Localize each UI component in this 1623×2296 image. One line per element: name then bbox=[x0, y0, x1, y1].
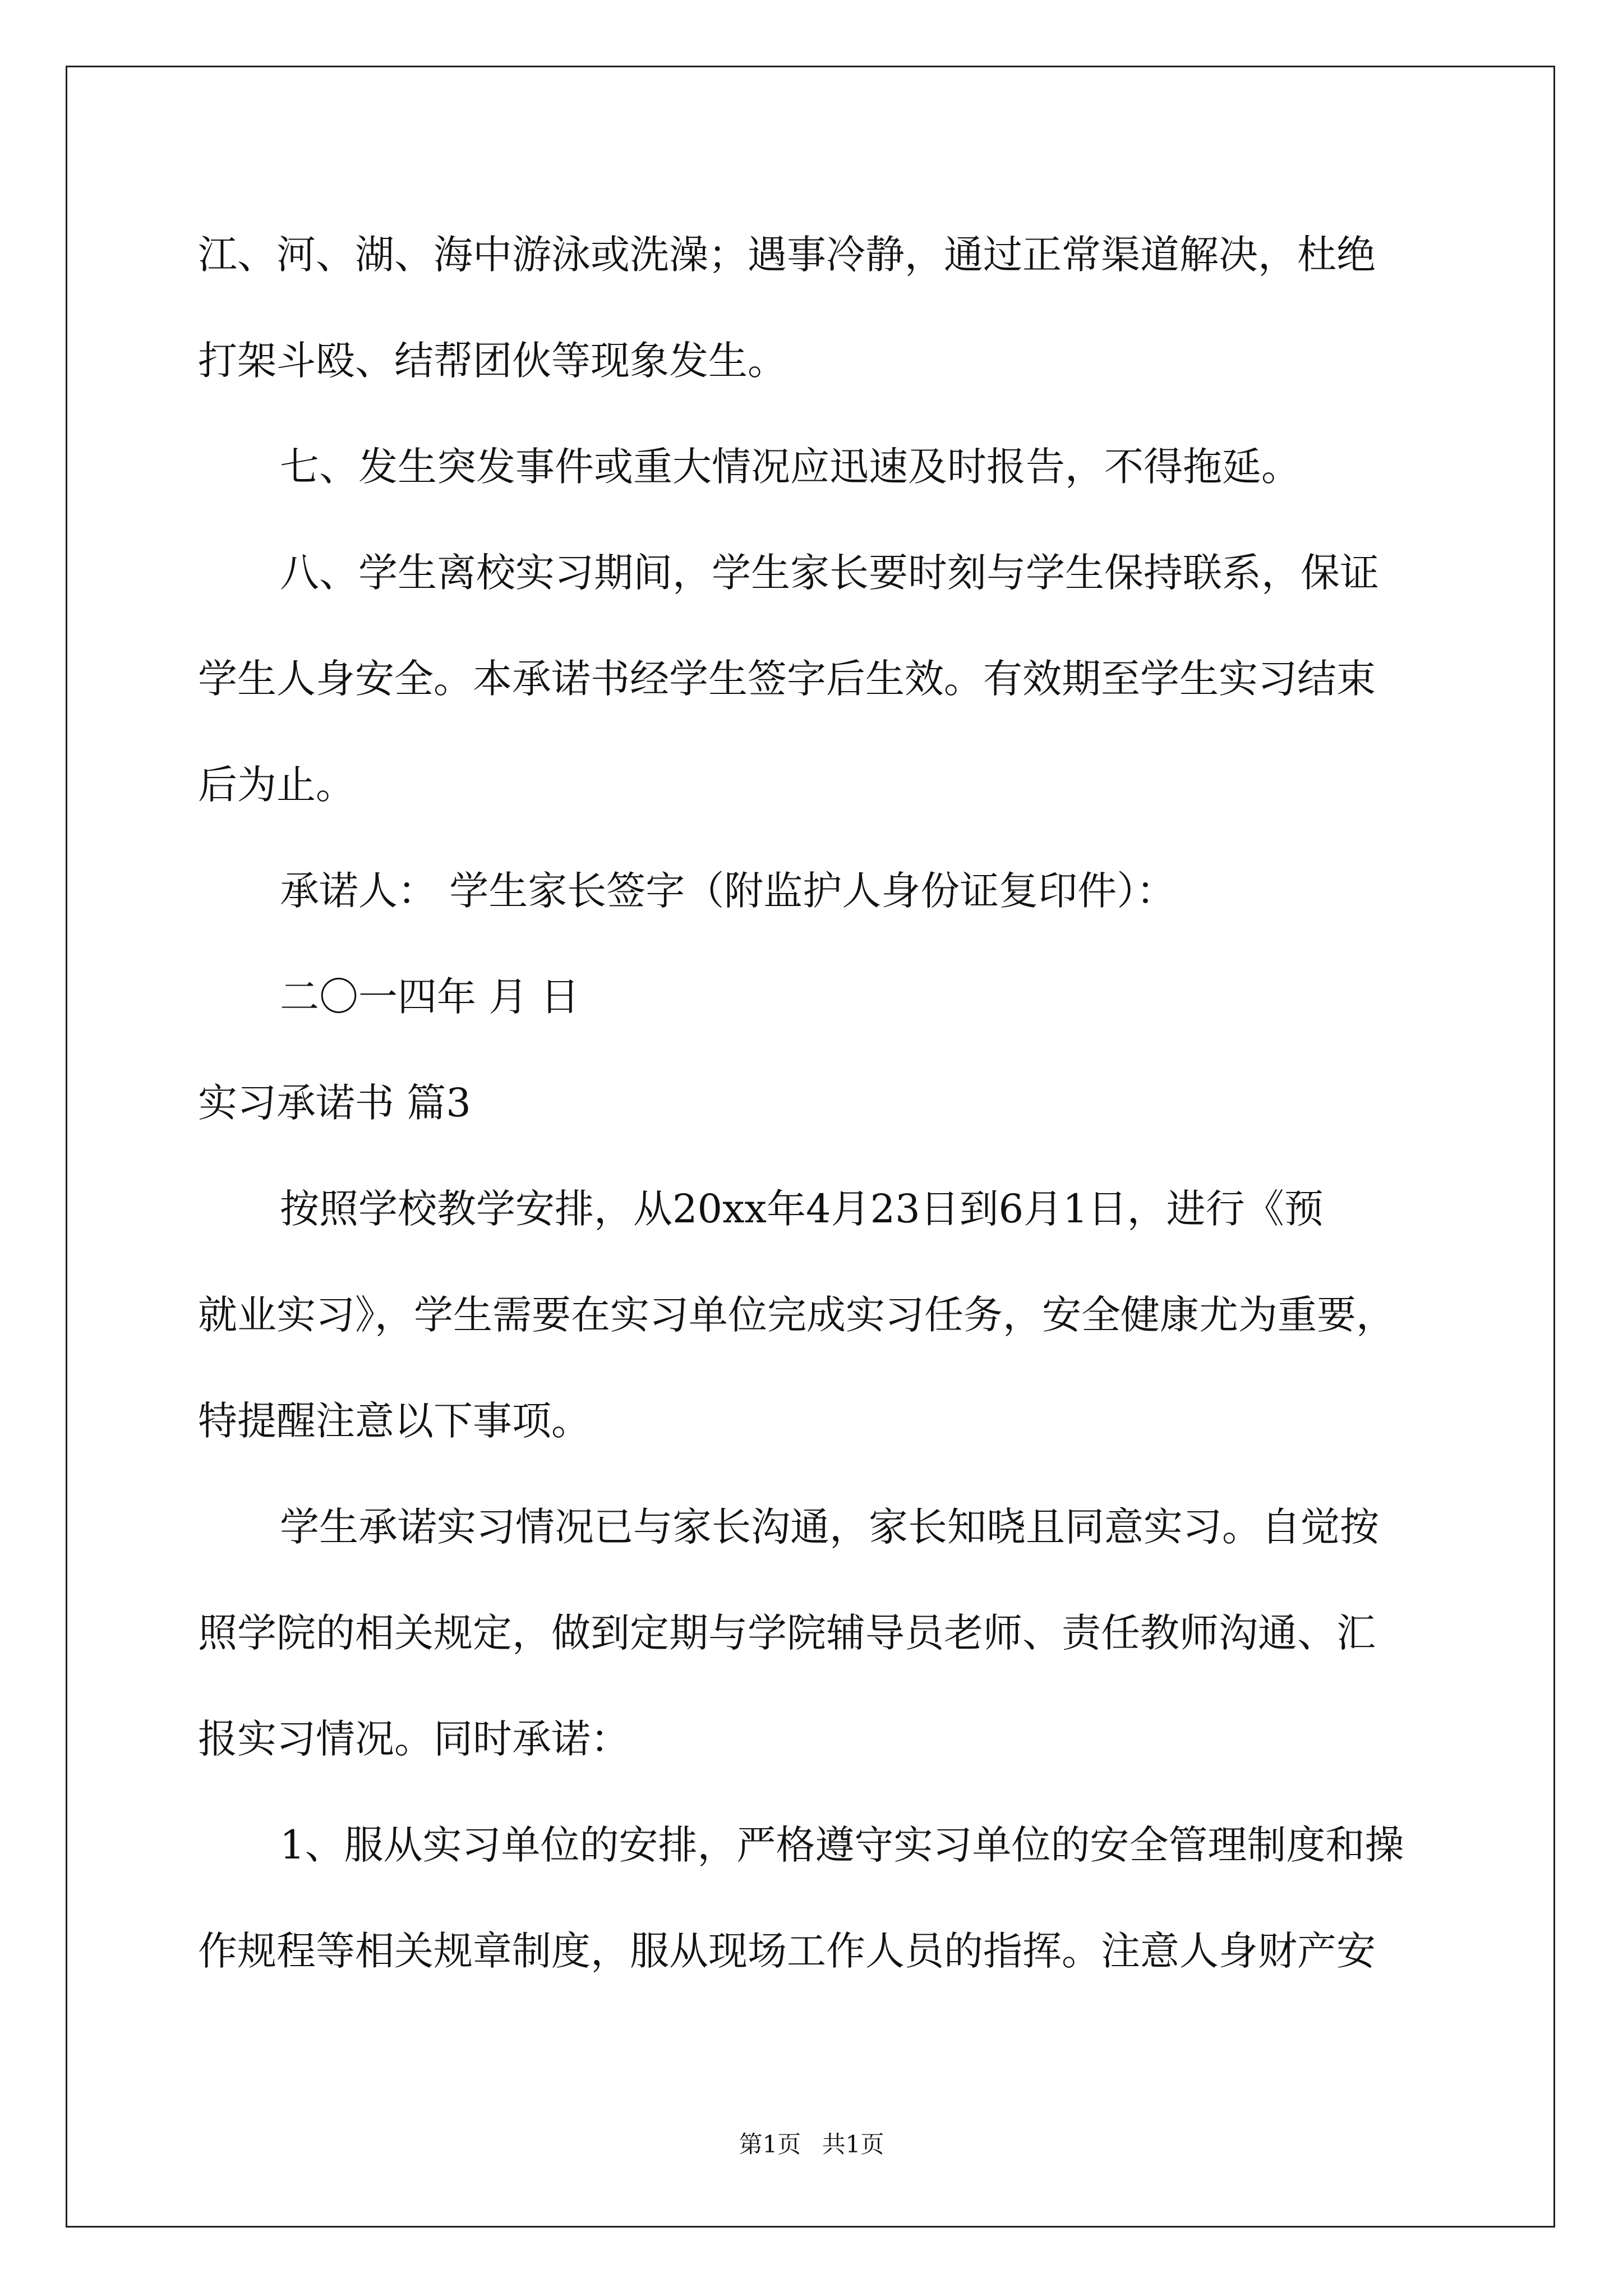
text-line: 1、服从实习单位的安排，严格遵守实习单位的安全管理制度和操 bbox=[280, 1822, 1404, 1868]
section-heading: 实习承诺书 篇3 bbox=[198, 1080, 471, 1126]
text-line: 作规程等相关规章制度，服从现场工作人员的指挥。注意人身财产安 bbox=[198, 1928, 1376, 1974]
text-line: 后为止。 bbox=[198, 762, 355, 808]
document-body bbox=[198, 202, 1426, 2004]
text-line: 特提醒注意以下事项。 bbox=[198, 1398, 591, 1444]
signature-line: 承诺人： 学生家长签字（附监护人身份证复印件）： bbox=[280, 868, 1176, 914]
text-line: 就业实习》，学生需要在实习单位完成实习任务，安全健康尤为重要， bbox=[198, 1292, 1395, 1338]
text-line: 学生人身安全。本承诺书经学生签字后生效。有效期至学生实习结束 bbox=[198, 656, 1376, 702]
page-total: 共1页 bbox=[822, 2131, 884, 2158]
text-line: 江、河、湖、海中游泳或洗澡；遇事冷静，通过正常渠道解决，杜绝 bbox=[198, 232, 1376, 278]
text-line: 学生承诺实习情况已与家长沟通，家长知晓且同意实习。自觉按 bbox=[280, 1504, 1379, 1550]
text-line: 照学院的相关规定，做到定期与学院辅导员老师、责任教师沟通、汇 bbox=[198, 1610, 1376, 1656]
page-footer bbox=[0, 2128, 1623, 2161]
text-line: 七、发生突发事件或重大情况应迅速及时报告，不得拖延。 bbox=[280, 444, 1301, 490]
text-line: 按照学校教学安排，从20xx年4月23日到6月1日，进行《预 bbox=[280, 1186, 1324, 1232]
text-block bbox=[198, 202, 1426, 2004]
date-line: 二〇一四年 月 日 bbox=[280, 974, 580, 1020]
text-line: 打架斗殴、结帮团伙等现象发生。 bbox=[198, 338, 787, 384]
text-line: 八、学生离校实习期间，学生家长要时刻与学生保持联系，保证 bbox=[280, 550, 1379, 596]
page-number: 第1页 bbox=[739, 2131, 801, 2158]
text-line: 报实习情况。同时承诺： bbox=[198, 1716, 630, 1762]
